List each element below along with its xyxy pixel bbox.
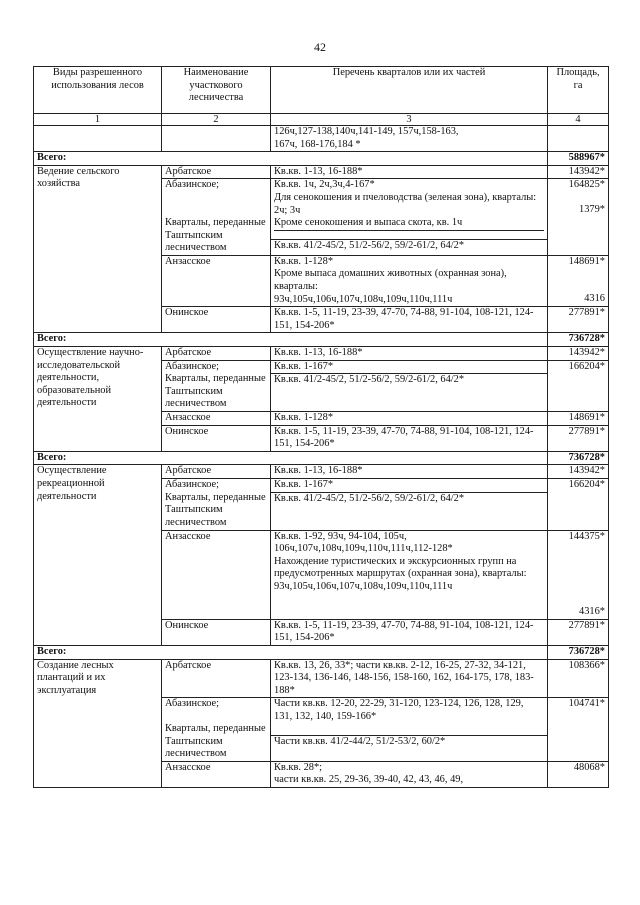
forestry-name: Арбатское	[162, 346, 271, 360]
quarters-text: части кв.кв. 25, 29-36, 39-40, 42, 43, 46, 49,	[274, 774, 464, 786]
quarters-cell: Кв.кв. 1-13, 16-188*	[271, 465, 548, 479]
total-value: 736728*	[548, 646, 609, 660]
quarters-cell: Кв.кв. 1-13, 16-188*	[271, 165, 548, 179]
forestry-name: Арбатское	[162, 465, 271, 479]
area-cell: 48068*	[548, 761, 609, 787]
use-type-recreation: Осуществление рекреационной деятельности	[34, 465, 162, 646]
area-value: 4316*	[579, 606, 605, 618]
area-cell: 277891*	[548, 307, 609, 333]
area-value: 1379*	[579, 203, 605, 215]
table-row	[34, 346, 609, 360]
total-label: Всего:	[34, 333, 548, 347]
quarters-cell: Части кв.кв. 41/2-44/2, 51/2-53/2, 60/2*	[271, 735, 548, 761]
area-cell: 277891*	[548, 425, 609, 451]
quarters-cell	[271, 530, 548, 619]
empty-cell	[34, 126, 162, 152]
forestry-name: Онинское	[162, 307, 271, 333]
total-value: 736728*	[548, 333, 609, 347]
table-header-row	[34, 67, 609, 114]
area-cell	[548, 255, 609, 306]
quarters-cell: Кв.кв. 1-5, 11-19, 23-39, 47-70, 74-88, 91-104, 108-121, 124-151, 154-206*	[271, 307, 548, 333]
area-cell: 166204*	[548, 360, 609, 412]
area-cell: 108366*	[548, 659, 609, 698]
quarters-text: Кв.кв. 1-92, 93ч, 94-104, 105ч, 106ч,107ч,108ч,109ч,110ч,111ч,112-128*	[274, 530, 453, 555]
use-type-agriculture: Ведение сельского хозяйства	[34, 165, 162, 333]
quarters-text: 126ч,127-138,140ч,141-149, 157ч,158-163,	[274, 126, 459, 137]
quarters-cell: Кв.кв. 1-167*	[271, 479, 548, 493]
total-label: Всего:	[34, 152, 548, 166]
header-use-type: Виды разрешенного использования лесов	[34, 67, 162, 114]
forestry-name: Арбатское	[162, 165, 271, 179]
area-cell: 277891*	[548, 619, 609, 645]
quarters-cell	[271, 255, 548, 306]
forestry-name-text: Кварталы, переданные Таштыпским лесничеством	[165, 491, 266, 528]
forestry-name-text: Кварталы, переданные Таштыпским лесничеством	[165, 373, 266, 410]
quarters-text: Нахождение туристических и экскурсионных групп на предусмотренных маршрутах (охранная зона), кварталы:	[274, 555, 527, 580]
total-row	[34, 333, 609, 347]
column-number: 1	[34, 114, 162, 126]
quarters-cell: Кв.кв. 41/2-45/2, 51/2-56/2, 59/2-61/2, 64/2*	[271, 374, 548, 412]
forest-use-table	[33, 66, 609, 788]
quarters-cell: Кв.кв. 41/2-45/2, 51/2-56/2, 59/2-61/2, 64/2*	[271, 492, 548, 530]
quarters-text: Кв.кв. 1-128*	[274, 255, 334, 267]
forestry-name: Арбатское	[162, 659, 271, 698]
area-cell: 148691*	[548, 412, 609, 426]
quarters-text: Для сенокошения и пчеловодства (зеленая зона), кварталы: 2ч; 3ч	[274, 191, 537, 216]
quarters-cell: Кв.кв. 1-167*	[271, 360, 548, 374]
total-row	[34, 152, 609, 166]
forestry-name-text: Кварталы, переданные Таштыпским лесничеством	[165, 723, 266, 760]
quarters-text: Кроме сенокошения и выпаса скота, кв. 1ч	[274, 217, 544, 231]
total-value: 588967*	[548, 152, 609, 166]
forestry-name	[162, 179, 271, 255]
table-row	[34, 165, 609, 179]
quarters-cell: Кв.кв. 1-5, 11-19, 23-39, 47-70, 74-88, 91-104, 108-121, 124-151, 154-206*	[271, 425, 548, 451]
total-label: Всего:	[34, 451, 548, 465]
quarters-cell: Части кв.кв. 12-20, 22-29, 31-120, 123-124, 126, 128, 129, 131, 132, 140, 159-166*	[271, 698, 548, 735]
empty-cell	[162, 126, 271, 152]
table-row	[34, 126, 609, 152]
quarters-text: 93ч,105ч,106ч,107ч,108ч,109ч,110ч,111ч	[274, 581, 453, 593]
total-row	[34, 451, 609, 465]
forestry-name	[162, 360, 271, 412]
column-number-row	[34, 114, 609, 126]
use-type-research: Осуществление научно-исследовательской деятельности, образовательной деятельности	[34, 346, 162, 451]
column-number: 4	[548, 114, 609, 126]
quarters-cell: Кв.кв. 1-5, 11-19, 23-39, 47-70, 74-88, 91-104, 108-121, 124-151, 154-206*	[271, 619, 548, 645]
quarters-text: Кроме выпаса домашних животных (охранная зона), кварталы:	[274, 268, 507, 292]
total-label: Всего:	[34, 646, 548, 660]
area-cell: 166204*	[548, 479, 609, 531]
quarters-cell: Кв.кв. 1-128*	[271, 412, 548, 426]
forestry-name: Анзасское	[162, 761, 271, 787]
forestry-name-text: Абазинское;	[165, 479, 220, 491]
column-number: 2	[162, 114, 271, 126]
quarters-text: Кв.кв. 1ч, 2ч,3ч,4-167*	[274, 179, 375, 191]
area-value: 164825*	[568, 179, 605, 191]
total-row	[34, 646, 609, 660]
forestry-name-text: Абазинское;	[165, 179, 220, 191]
area-value: 144375*	[568, 530, 605, 542]
area-cell: 143942*	[548, 346, 609, 360]
area-value: 4316	[584, 293, 605, 305]
quarters-text: 93ч,105ч,106ч,107ч,108ч,109ч,110ч,111ч	[274, 293, 453, 305]
forestry-name-text: Абазинское;	[165, 698, 220, 710]
area-cell: 143942*	[548, 465, 609, 479]
forestry-name-text: Кварталы, переданные Таштыпским лесничеством	[165, 216, 266, 254]
area-cell	[548, 530, 609, 619]
forestry-name: Анзасское	[162, 530, 271, 619]
table-row	[34, 465, 609, 479]
quarters-cell	[271, 761, 548, 787]
forestry-name: Анзасское	[162, 255, 271, 306]
quarters-text: 167ч, 168-176,184 *	[274, 138, 361, 150]
forestry-name: Онинское	[162, 425, 271, 451]
use-type-plantations: Создание лесных плантаций и их эксплуатация	[34, 659, 162, 787]
area-cell	[548, 179, 609, 255]
quarters-text: Кв.кв. 28*;	[274, 761, 323, 773]
forestry-name	[162, 479, 271, 531]
forestry-name-text: Абазинское;	[165, 360, 220, 372]
area-cell: 104741*	[548, 698, 609, 761]
quarters-cell: Кв.кв. 1-13, 16-188*	[271, 346, 548, 360]
table-row	[34, 659, 609, 698]
header-forestry: Наименование участкового лесничества	[162, 67, 271, 114]
page-number: 42	[314, 40, 326, 54]
quarters-cell: Кв.кв. 41/2-45/2, 51/2-56/2, 59/2-61/2, 64/2*	[271, 240, 548, 256]
forestry-name: Анзасское	[162, 412, 271, 426]
area-value: 148691*	[568, 255, 605, 267]
quarters-cell	[271, 126, 548, 152]
header-quarters: Перечень кварталов или их частей	[271, 67, 548, 114]
forestry-name	[162, 698, 271, 761]
quarters-cell: Кв.кв. 13, 26, 33*; части кв.кв. 2-12, 16-25, 27-32, 34-121, 123-134, 136-146, 148-156, 158-160, 162, 164-175, 178, 183-188*	[271, 659, 548, 698]
forestry-name: Онинское	[162, 619, 271, 645]
empty-cell	[548, 126, 609, 152]
column-number: 3	[271, 114, 548, 126]
quarters-cell	[271, 179, 548, 240]
total-value: 736728*	[548, 451, 609, 465]
header-area: Площадь, га	[548, 67, 609, 114]
area-cell: 143942*	[548, 165, 609, 179]
